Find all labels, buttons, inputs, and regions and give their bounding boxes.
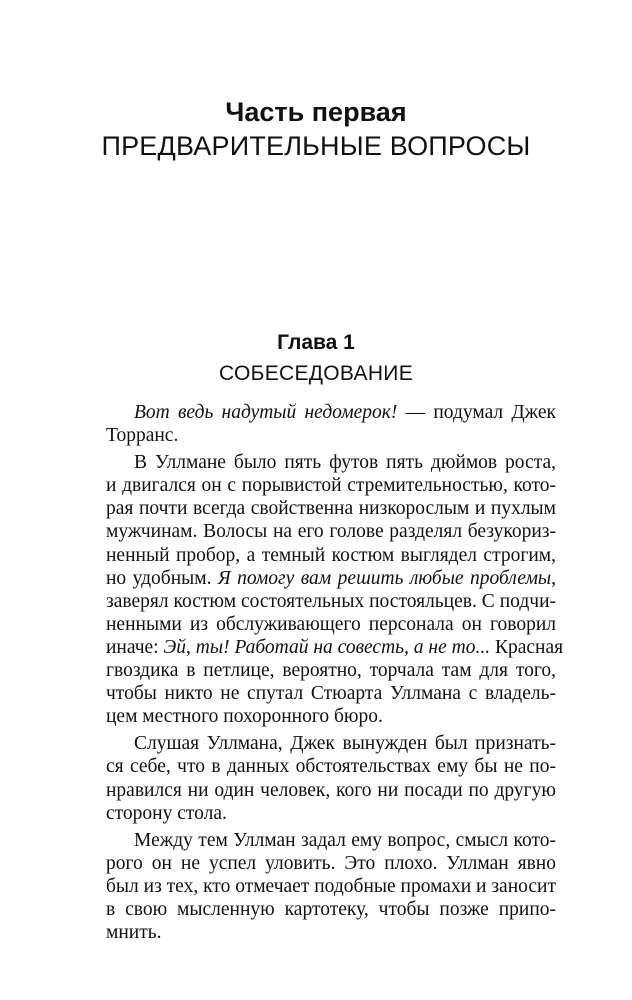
text-line bbox=[106, 898, 556, 921]
text-line bbox=[106, 659, 556, 682]
paragraph bbox=[106, 732, 556, 824]
italic-text: Вот ведь надутый недомерок! bbox=[134, 402, 398, 423]
text-run: чтобы никто не спутал Стюарта Уллмана с владель- bbox=[106, 683, 556, 705]
text-line bbox=[106, 520, 556, 543]
text-run: сторону стола. bbox=[106, 802, 227, 824]
text-run: иначе: bbox=[106, 636, 164, 658]
text-line bbox=[106, 705, 556, 728]
text-line bbox=[106, 424, 556, 447]
text-run: В Уллмане было пять футов пять дюймов роста, bbox=[134, 452, 556, 474]
chapter-heading bbox=[0, 330, 632, 390]
paragraph bbox=[106, 829, 556, 944]
text-run: в свою мысленную картотеку, чтобы позже припо- bbox=[106, 898, 556, 920]
text-line bbox=[106, 544, 556, 567]
text-line bbox=[106, 567, 556, 590]
text-line bbox=[106, 682, 556, 705]
chapter-body-text bbox=[106, 401, 564, 944]
chapter-title: СОБЕСЕДОВАНИЕ bbox=[218, 362, 414, 385]
text-run: мнить. bbox=[106, 922, 162, 944]
text-line bbox=[106, 401, 556, 424]
text-line bbox=[106, 636, 564, 659]
chapter-label: Глава 1 bbox=[277, 331, 355, 354]
text-line bbox=[106, 732, 556, 755]
text-line bbox=[106, 779, 556, 802]
text-line bbox=[106, 875, 556, 898]
text-run: но удобным. bbox=[106, 567, 218, 589]
text-run: мужчинам. Волосы на его голове разделял безукориз- bbox=[106, 521, 556, 543]
paragraph bbox=[106, 401, 556, 447]
part-title: ПРЕДВАРИТЕЛЬНЫЕ ВОПРОСЫ bbox=[101, 131, 531, 161]
text-run: Слушая Уллмана, Джек вынужден был признать- bbox=[134, 733, 556, 755]
text-line bbox=[106, 590, 556, 613]
text-line bbox=[106, 497, 556, 520]
text-line bbox=[106, 802, 556, 825]
text-run: рая почти всегда свойственна низкорослым и пухлым bbox=[106, 498, 556, 520]
text-line bbox=[106, 451, 556, 474]
text-run: цем местного похоронного бюро. bbox=[106, 706, 383, 728]
text-run: нравился ни один человек, кого ни посади по другую bbox=[106, 779, 556, 801]
text-run: Между тем Уллман задал ему вопрос, смысл кото- bbox=[134, 829, 556, 851]
text-run: рого он не успел уловить. Это плохо. Уллман явно bbox=[106, 852, 556, 874]
paragraph bbox=[106, 451, 564, 728]
text-run: ненными из обслуживающего персонала он говорил bbox=[106, 613, 556, 635]
text-line bbox=[106, 755, 556, 778]
text-line bbox=[106, 852, 556, 875]
text-line bbox=[106, 921, 556, 944]
text-run: , bbox=[551, 567, 556, 589]
text-run: гвоздика в петлице, вероятно, торчала там для того, bbox=[106, 660, 556, 682]
text-run: ненный пробор, а темный костюм выглядел строгим, bbox=[106, 544, 556, 566]
text-run: ся себе, что в данных обстоятельствах ему бы не по- bbox=[106, 756, 556, 778]
text-run: заверял костюм состоятельных постояльцев. С подчи- bbox=[106, 590, 556, 612]
part-label: Часть первая bbox=[225, 97, 407, 127]
text-line bbox=[106, 829, 556, 852]
italic-text: Эй, ты! Работай на совесть, а не то... bbox=[163, 636, 491, 658]
text-run: — подумал Джек bbox=[397, 402, 556, 423]
text-run: Красная bbox=[490, 636, 564, 658]
text-run: и двигался он с порывистой стремительностью, кото- bbox=[106, 475, 556, 497]
text-run: Торранс. bbox=[106, 425, 179, 447]
text-line bbox=[106, 613, 556, 636]
part-heading bbox=[0, 96, 632, 164]
italic-text: Я помогу вам решить любые проблемы bbox=[217, 567, 552, 589]
text-run: был из тех, кто отмечает подобные промахи и заносит bbox=[106, 875, 556, 897]
text-line bbox=[106, 474, 556, 497]
